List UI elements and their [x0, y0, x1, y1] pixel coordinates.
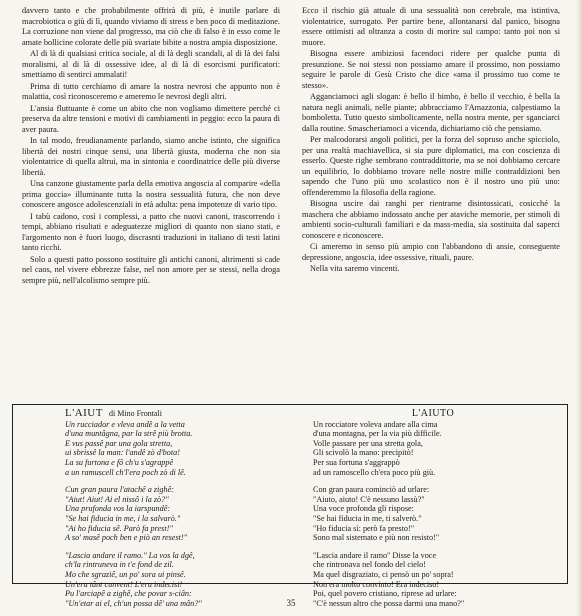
poem-line: "Ai ho fiducia sê. Parò fa prest!"	[65, 523, 173, 533]
right-column-paragraph: Agganciamoci agli slogan: è bello il bimbo, è bello il vecchio, è bella la natura negli animali, nelle piante; abbracciamo l'Amazzonia, calpestiamo la bomboletta. Tutto questo simbolicamente, nella nostra mente, per sganciarci dalla routine. Smascheriamoci a vicenda, dichiariamo ciò che pensiamo.	[302, 92, 560, 133]
poem-line: "Un'etar ai el, ch'un possa dê' una mân?"	[65, 598, 202, 608]
poem-stanza	[313, 485, 553, 543]
dialect-poem-author: di Mino Frontali	[109, 409, 162, 418]
poem-line: Un rocciatore voleva andare alla cima	[313, 419, 438, 429]
left-column-paragraph: Solo a questi patto possono sostituire gli antichi canoni, altrimenti si cade nel caos, nel vivere ebbrezze false, nel non amore per se stessi, nella droga sempre più, nell'alcolismo sempre più.	[22, 254, 280, 285]
right-column-paragraph: Bisogna uscire dai ranghi per rientrarne disintossicati, cosicché la maschera che abbiamo indossato anche per ataviche memorie, per stimoli di ambienti socio-culturali familiari e da mass-media, sia sostituita dal saperci conoscere e riconoscere.	[302, 199, 560, 240]
poem-line: Cun gran paura l'atachê a zighê:	[65, 485, 174, 495]
page-edge	[576, 0, 582, 616]
poem-line: Una prufonda vos la iarspundê:	[65, 504, 171, 514]
italian-poem-stanzas	[313, 420, 553, 609]
right-column-paragraph: Ci ameremo in senso più ampio con l'abbandono di ansie, conseguente depressione, angoscia, idee ossessive, rituali, paure.	[302, 242, 560, 262]
dialect-poem	[65, 409, 305, 616]
poem-line: Un'era tânt cunvent! L'era indecisi!	[65, 579, 183, 589]
poem-line: che rintronava nel fondo del cielo!	[313, 560, 426, 570]
italian-poem	[313, 409, 553, 616]
dialect-poem-title: L'AIUT	[65, 407, 103, 419]
poem-line: d'una montagna, per la via più difficile.	[313, 429, 442, 439]
poem-line: E vus passê par una gola stretta,	[65, 438, 173, 448]
poem-line: ui sbrissê la man: l'andê zò d'bota!	[65, 448, 180, 458]
poem-line: "Lascia andare il ramo." La vos la dgê,	[65, 550, 195, 560]
poem-line: Ma quel disgraziato, ci pensò un po' sopra!	[313, 569, 454, 579]
text-column-right	[302, 6, 560, 276]
poem-line: Non era molto convinto! Era indeciso!	[313, 579, 440, 589]
poem-line: ch'la rintruneva in t'e fond de zil.	[65, 560, 174, 570]
left-column-paragraph: Al di là di qualsiasi critica sociale, al di là degli scandali, al di là dei falsi moralismi, al di là di ossessive idee, al di là di esorcismi purificatori: smettiamo di sentirci ammalati!	[22, 49, 280, 79]
poem-line: "Aiuto, aiuto! C'è nessuno lassù?"	[313, 494, 425, 504]
poem-line: "C'è nessun altro che possa darmi una mano?"	[313, 598, 465, 608]
poem-stanza	[65, 420, 305, 478]
poem-line: Una voce profonda gli rispose:	[313, 504, 414, 514]
poem-line: "Lascia andare il ramo" Disse la voce	[313, 550, 437, 560]
poem-line: a un ramuscell ch'l'era poch zò di lê.	[65, 467, 186, 477]
right-column-paragraph: Per malcodorarsi angoli politici, per la forza del sopruso anche spicciolo, per una realtà machiavellica, si sia pure diplomatici, ma con coscienza di esserlo. Queste righe sembrano contraddittorie, ma se noi dobbiamo cercare un equilibrio, lo dobbiamo trovare nelle nostre mille contraddizioni ben sapendo che l'uno più uno scolastico non è il nostro uno più uno: offenderemmo la filosofia della ragione.	[302, 135, 560, 197]
poem-stanza	[65, 485, 305, 543]
poem-line: Per sua fortuna s'aggrappò	[313, 457, 400, 467]
poem-line: "Se hai fiducia in me, ti salverò."	[313, 513, 422, 523]
poem-line: La su furtona e fô ch'u s'agrappê	[65, 457, 174, 467]
page-number: 35	[286, 598, 296, 608]
poem-line: Pu l'arciapê a zighê, che povar s-ciân:	[65, 589, 192, 599]
poem-line: Volle passare per una stretta gola,	[313, 438, 423, 448]
poem-line: Con gran paura cominciò ad urlare:	[313, 485, 430, 495]
poem-line: Poi, quel povero cristiano, riprese ad urlare:	[313, 589, 457, 599]
left-column-paragraph: Una canzone giustamente parla della emotiva angoscia al comparire «della prima goccia» illuminante tutta la nostra sessualità futura, che non deve conoscere angosce adolescenziali in età adulta: pena impotenze di vario tipo.	[22, 179, 280, 209]
right-column-paragraph: Nella vita saremo vincenti.	[310, 264, 400, 273]
dialect-poem-heading	[65, 409, 305, 419]
poem-line: Gli scivolò la mano: precipitò!	[313, 448, 414, 458]
poem-line: "Se hai fiducia in me, i la salvarò."	[65, 513, 181, 523]
left-column-paragraph: I tabù cadono, così i complessi, a patto che nuovi canoni, trascorrendo i tempi, abbiano risultati e adeguatezze migliori di quanto non siano stati, e l'argomento non è fuori luogo, discrasnti traduzioni in italiano di testi latini tanto ricchi.	[22, 211, 280, 252]
left-column-paragraph: davvero tanto e che probabilmente offrirà di più, è inutile parlare di macrobiotica o giù di lì, quando viviamo di stress e ben poco di meditazione. La corruzione non viene dal progresso, ma ciò che di falso è in esso come le amate bollicine colorate delle più svariate bibite a nostra ampia disposizione.	[22, 6, 280, 47]
left-column-paragraph: L'ansia fluttuante è come un abito che non vogliamo dimettere perché ci preserva da altre tensioni e motivi di cambiamenti in peggio: ecco la paura di aver paura.	[22, 103, 280, 134]
text-column-left	[22, 6, 280, 287]
left-column-paragraph: Prima di tutto cerchiamo di amare la nostra nevrosi che appunto non è malattia, così riconosceremo e ameremo le nevrosi degli altri.	[22, 81, 280, 101]
poem-line: "Ho fiducia sì: però fa presto!"	[313, 523, 415, 533]
poem-line: Mo che sgraziê, un po' sora ui pinsê.	[65, 569, 186, 579]
left-column-paragraph: In tal modo, freudianamente parlando, siamo anche istinto, che significa libertà dei nostri cinque sensi, una libertà giusta, moderna che non sia violentatrice di quella altrui, ma in sintonia e coordinatrice delle più diverse libertà.	[22, 136, 280, 177]
poem-stanza	[313, 420, 553, 478]
right-column-paragraph: Bisogna essere ambiziosi facendoci ridere per qualche punta di presunzione. Se noi stessi non possiamo amare il prossimo, non possiamo seguire le parole di Gesù Cristo che dice «ama il prossimo tuo come te stesso».	[302, 49, 560, 90]
poem-line: A so' masê poch ben e piò an resest!"	[65, 533, 188, 543]
poem-line: ad un ramoscello ch'era poco più giù.	[313, 467, 436, 477]
dialect-poem-stanzas	[65, 420, 305, 609]
right-column-paragraph: Ecco il rischio già attuale di una sessualità non cerebrale, ma istintiva, violentatrice, surrogato. Per partire bene, allontanarsi dal panico, bisogna essere ottimisti ad oltranza a costo di morire sul campo: tanto poi non si muore.	[302, 6, 560, 47]
poem-line: d'una muntâgna, par la strê più brotta.	[65, 429, 193, 439]
poem-line: Un rucciador e vleva andê a la vetta	[65, 419, 185, 429]
poem-line: Sono mal sistemato e più non resisto!"	[313, 533, 440, 543]
poem-line: "Aiut! Aiut! Ai el nissô i la zò?"	[65, 494, 169, 504]
italian-poem-title: L'AIUTO	[411, 408, 455, 419]
